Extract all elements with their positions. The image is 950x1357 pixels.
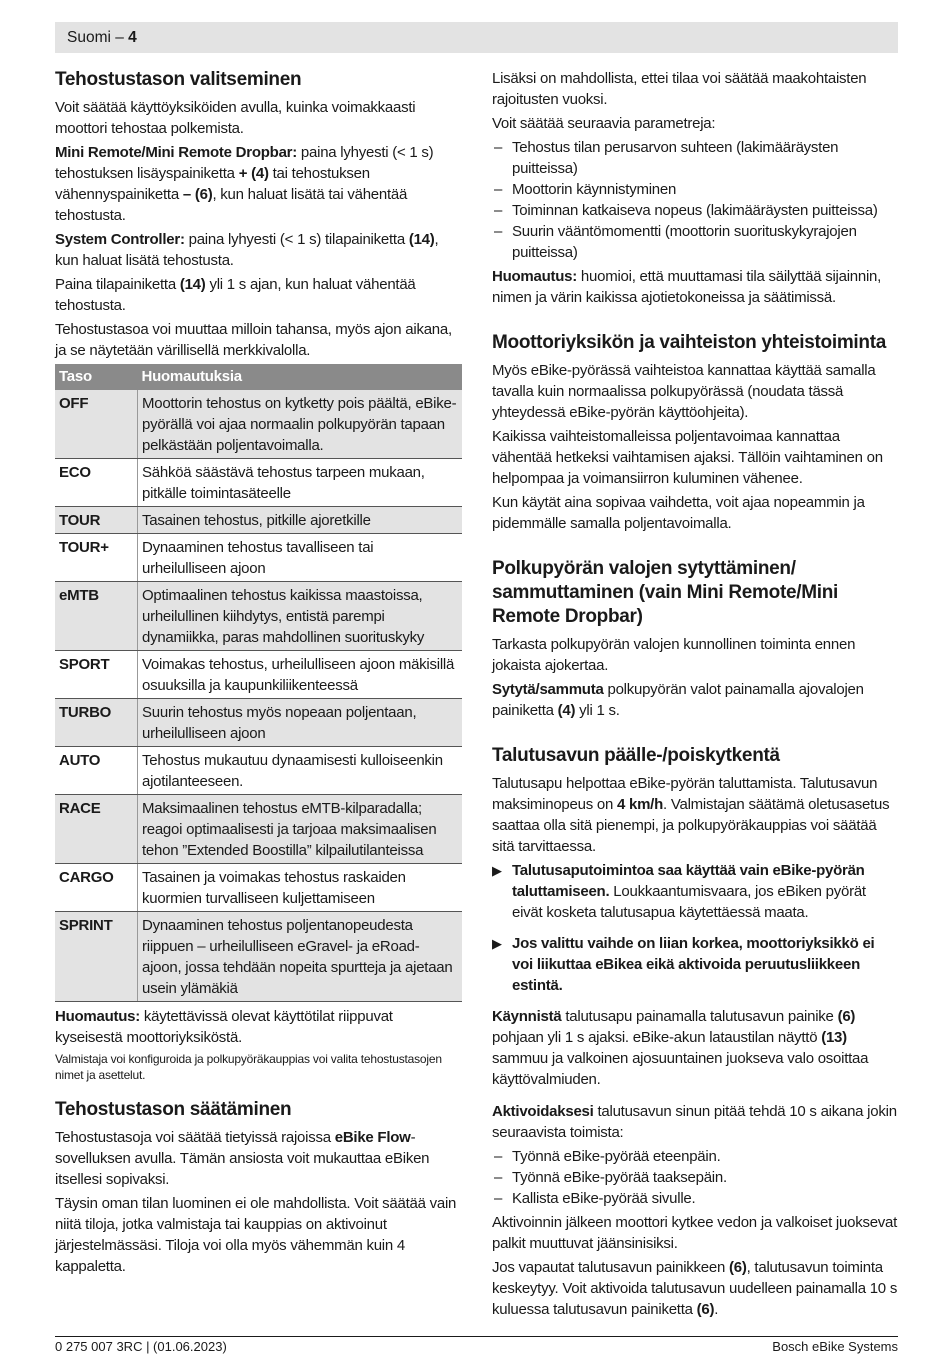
list-item: – Suurin vääntömomentti (moottorin suorituskykyrajojen puitteissa) [492, 221, 898, 263]
paragraph-mode-note [492, 266, 898, 308]
paragraph-hold [55, 274, 462, 316]
text-span: pohjaan yli 1 s ajaksi. eBike-akun lataustilan näyttö [492, 1029, 822, 1046]
heading-vaihteisto: Moottoriyksikön ja vaihteiston yhteistoiminta [492, 332, 887, 353]
warning-arrow-icon: ▶ [492, 936, 502, 951]
table-header-row [55, 364, 462, 390]
cell-level: TOUR [55, 507, 138, 534]
paragraph-lights-check: Tarkasta polkupyörän valojen kunnollinen toiminta ennen jokaista ajokertaa. [492, 636, 856, 674]
cell-level: SPRINT [55, 912, 138, 1002]
table-row [55, 795, 462, 864]
ref-minus-6: – (6) [182, 186, 213, 203]
list-item: – Toiminnan katkaiseva nopeus (lakimääräysten puitteissa) [492, 200, 898, 221]
text-span: yli 1 s. [575, 702, 620, 719]
paragraph-gear-2: Kaikissa vaihteistomalleissa poljentavoimaa kannattaa vähentää hetkeksi vaihtamisen ajaksi. Tällöin vaihtaminen on helpompaa ja voimansiirron kuluminen vähenee. [492, 428, 883, 487]
ref-14: (14) [179, 276, 206, 293]
cell-note: Moottorin tehostus on kytketty pois päältä, eBike-pyörällä voi ajaa normaalin polkupyörän tapaan pelkästään poljentavoimalla. [138, 390, 463, 459]
text-span: yli 1 s ajan, kun haluat vähentää tehostusta. [55, 276, 416, 314]
label-start: Käynnistä [492, 1008, 562, 1025]
footer-divider [55, 1336, 898, 1337]
ref-6: (6) [837, 1008, 856, 1025]
cell-note: Sähköä säästävä tehostus tarpeen mukaan, pitkälle toimintasäteelle [138, 459, 463, 507]
cell-level: TOUR+ [55, 534, 138, 582]
list-item: – Tehostus tilan perusarvon suhteen (lakimääräysten puitteissa) [492, 137, 898, 179]
paragraph-lights-toggle [492, 679, 898, 721]
ref-13: (13) [821, 1029, 847, 1046]
paragraph-mini-remote [55, 142, 462, 226]
cell-note: Dynaaminen tehostus tavalliseen tai urheilulliseen ajoon [138, 534, 463, 582]
max-speed: 4 km/h [616, 796, 664, 813]
label-toggle: Sytytä/sammuta [492, 681, 604, 698]
heading-valot: Polkupyörän valojen sytyttäminen/ sammuttaminen (vain Mini Remote/Mini Remote Dropbar) [492, 558, 839, 627]
list-item: – Kallista eBike-pyörää sivulle. [492, 1188, 898, 1209]
cell-note: Suurin tehostus myös nopeaan poljentaan, urheilulliseen ajoon [138, 699, 463, 747]
table-body [55, 390, 462, 1002]
paragraph-gear-3: Kun käytät aina sopivaa vaihdetta, voit ajaa nopeammin ja pidemmälle samalla poljentavoimalla. [492, 494, 865, 532]
table-row [55, 534, 462, 582]
table-row [55, 699, 462, 747]
table-row [55, 864, 462, 912]
text-span: , kun haluat lisätä tai vähentää tehostusta. [55, 186, 408, 224]
text-span: . [714, 1301, 719, 1318]
list-item: – Työnnä eBike-pyörää eteenpäin. [492, 1146, 898, 1167]
paragraph-custom-mode: Täysin oman tilan luominen ei ole mahdollista. Voit säätää vain niitä tiloja, jotka valmistaja tai kauppias on aktivoinut järjestelmässäsi. Tiloja voi olla myös vähemmän kuin 4 kappaletta. [55, 1195, 457, 1275]
list-item: – Moottorin käynnistyminen [492, 179, 898, 200]
label-note: Huomautus: [492, 268, 577, 285]
heading-tehostustason-valitseminen: Tehostustason valitseminen [55, 69, 302, 90]
warning-bold: Talutusaputoimintoa saa käyttää vain eBike-pyörän taluttamiseen. [512, 862, 865, 900]
cell-level: ECO [55, 459, 138, 507]
label-note: Huomautus: [55, 1008, 140, 1025]
warning-2 [492, 933, 898, 996]
left-column [55, 68, 462, 1280]
ref-6: (6) [729, 1259, 747, 1276]
header-separator: – [110, 29, 129, 46]
paragraph-intro: Voit säätää käyttöyksiköiden avulla, kuinka voimakkaasti moottori tehostaa polkemista. [55, 99, 416, 137]
header-text [67, 29, 137, 47]
label-activate: Aktivoidaksesi [492, 1103, 594, 1120]
footer-doc-id: 0 275 007 3RC | (01.06.2023) [55, 1339, 227, 1354]
text-span: polkupyörän valot painamalla ajovalojen painiketta [492, 681, 864, 719]
paragraph-flow [55, 1127, 462, 1190]
text-span: talutusavun sinun pitää tehdä 10 s aikana jokin seuraavista toimista: [492, 1103, 897, 1141]
paragraph-country-limits: Lisäksi on mahdollista, ettei tilaa voi säätää maakohtaisten rajoitusten vuoksi. [492, 70, 867, 108]
paragraph-table-note [55, 1006, 462, 1048]
cell-level: OFF [55, 390, 138, 459]
heading-tehostustason-saataminen: Tehostustason säätäminen [55, 1099, 292, 1120]
table-row [55, 390, 462, 459]
text-span: , kun haluat lisätä tehostusta. [55, 231, 439, 269]
table-row [55, 582, 462, 651]
paragraph-after: Aktivoinnin jälkeen moottori kytkee vedon ja valkoiset juoksevat palkit muuttuvat jäänsinisiksi. [492, 1214, 898, 1252]
parameter-list [492, 137, 898, 263]
table-row [55, 912, 462, 1002]
footer-brand: Bosch eBike Systems [772, 1339, 898, 1354]
cell-level: AUTO [55, 747, 138, 795]
ref-6: (6) [696, 1301, 715, 1318]
warning-bold: Jos valittu vaihde on liian korkea, moottoriyksikkö ei voi liikuttaa eBikea eikä aktivoida peruutusliikkeen estintä. [512, 935, 875, 994]
text-span: Jos vapautat talutusavun painikkeen [492, 1259, 729, 1276]
paragraph-change: Tehostustasoa voi muuttaa milloin tahansa, myös ajon aikana, ja se näytetään värillisellä merkkivalolla. [55, 321, 452, 359]
page-header [55, 22, 898, 53]
paragraph-gear-1: Myös eBike-pyörässä vaihteistoa kannattaa käyttää samalla tavalla kuin normaalissa polkupyörässä (noudata tässä yhteydessä eBike-pyörän käyttöohjeita). [492, 362, 876, 421]
ref-plus-4: + (4) [238, 165, 269, 182]
text-span: sammuu ja valkoinen ajosuuntainen juokseva valo osoittaa käyttövalmiuden. [492, 1050, 869, 1088]
page-number: 4 [128, 29, 137, 46]
header-language: Suomi [67, 29, 111, 46]
text-span: Talutusapu helpottaa eBike-pyörän taluttamista. Talutusavun maksiminopeus on [492, 775, 878, 813]
text-span: . Valmistajan säätämä oletusasetus saattaa olla sitä pienempi, ja polkupyöräkauppias voi säätää sitä tarvittaessa. [492, 796, 890, 855]
paragraph-params-intro: Voit säätää seuraavia parametreja: [492, 115, 716, 132]
paragraph-activate [492, 1101, 898, 1143]
text-span: käytettävissä olevat käyttötilat riippuvat kyseisestä moottoriyksiköstä. [55, 1008, 393, 1046]
table-row [55, 747, 462, 795]
cell-note: Tasainen tehostus, pitkille ajoretkille [138, 507, 463, 534]
right-column [492, 68, 898, 1323]
cell-note: Tehostus mukautuu dynaamisesti kulloiseenkin ajotilanteeseen. [138, 747, 463, 795]
heading-talutusapu: Talutusavun päälle-/poiskytkentä [492, 745, 780, 766]
cell-level: SPORT [55, 651, 138, 699]
table-row [55, 651, 462, 699]
cell-level: eMTB [55, 582, 138, 651]
cell-level: TURBO [55, 699, 138, 747]
text-span: tai tehostuksen vähennyspainiketta [55, 165, 370, 203]
paragraph-start [492, 1006, 898, 1090]
warning-1 [492, 860, 898, 923]
text-span: huomioi, että muuttamasi tila säilyttää sijainnin, nimen ja värin kaikissa ajotietokoneissa ja säätimissä. [492, 268, 882, 306]
cell-note: Dynaaminen tehostus poljentanopeudesta riippuen – urheilulliseen eGravel- ja eRoad-ajoon, jossa tehdään nopeita spurtteja ja ajetaan usein ylämäkiä [138, 912, 463, 1002]
cell-note: Maksimaalinen tehostus eMTB-kilparadalla; reagoi optimaalisesti ja tarjoaa maksimaalisen tehon ”Extended Boostilla” kilpailutilanteissa [138, 795, 463, 864]
list-item: – Työnnä eBike-pyörää taaksepäin. [492, 1167, 898, 1188]
column-header-level: Taso [55, 364, 138, 390]
cell-note: Optimaalinen tehostus kaikissa maastoissa, urheilullinen kiihdytys, entistä parempi dynamiikka, paras mahdollinen suorituskyky [138, 582, 463, 651]
text-span: , talutusavun toiminta keskeytyy. Voit aktivoida talutusavun uudelleen painamalla 10 s kuluessa talutusavun painiketta [492, 1259, 898, 1318]
column-header-notes: Huomautuksia [138, 364, 463, 390]
label-system-controller: System Controller: [55, 231, 185, 248]
assist-level-table [55, 364, 462, 1002]
text-span: talutusapu painamalla talutusavun painike [561, 1008, 838, 1025]
cell-level: CARGO [55, 864, 138, 912]
label-mini-remote: Mini Remote/Mini Remote Dropbar: [55, 144, 298, 161]
table-row [55, 507, 462, 534]
ref-14: (14) [408, 231, 435, 248]
text-span: Loukkaantumisvaara, jos eBiken pyörät eivät kosketa talutusapua käytettäessä maata. [512, 883, 866, 921]
paragraph-release [492, 1257, 898, 1320]
action-list [492, 1146, 898, 1209]
cell-note: Voimakas tehostus, urheilulliseen ajoon mäkisillä osuuksilla ja kaupunkiliikenteessä [138, 651, 463, 699]
cell-note: Tasainen ja voimakas tehostus raskaiden kuormien turvalliseen kuljettamiseen [138, 864, 463, 912]
ref-4: (4) [557, 702, 576, 719]
warning-arrow-icon: ▶ [492, 863, 502, 878]
app-name: eBike Flow [334, 1129, 411, 1146]
paragraph-walk-assist [492, 773, 898, 857]
text-span: Paina tilapainiketta [55, 276, 180, 293]
text-span: Tehostustasoja voi säätää tietyissä rajoissa [55, 1129, 335, 1146]
text-span: -sovelluksen avulla. Tämän ansiosta voit mukauttaa eBiken itsellesi sopivaksi. [55, 1129, 430, 1188]
cell-level: RACE [55, 795, 138, 864]
paragraph-small-note: Valmistaja voi konfiguroida ja polkupyöräkauppias voi valita tehostustasojen nimet ja asettelut. [55, 1052, 442, 1082]
table-row [55, 459, 462, 507]
paragraph-system-controller [55, 229, 462, 271]
text-span: paina lyhyesti (< 1 s) tilapainiketta [184, 231, 409, 248]
text-span: paina lyhyesti (< 1 s) tehostuksen lisäyspainiketta [55, 144, 434, 182]
